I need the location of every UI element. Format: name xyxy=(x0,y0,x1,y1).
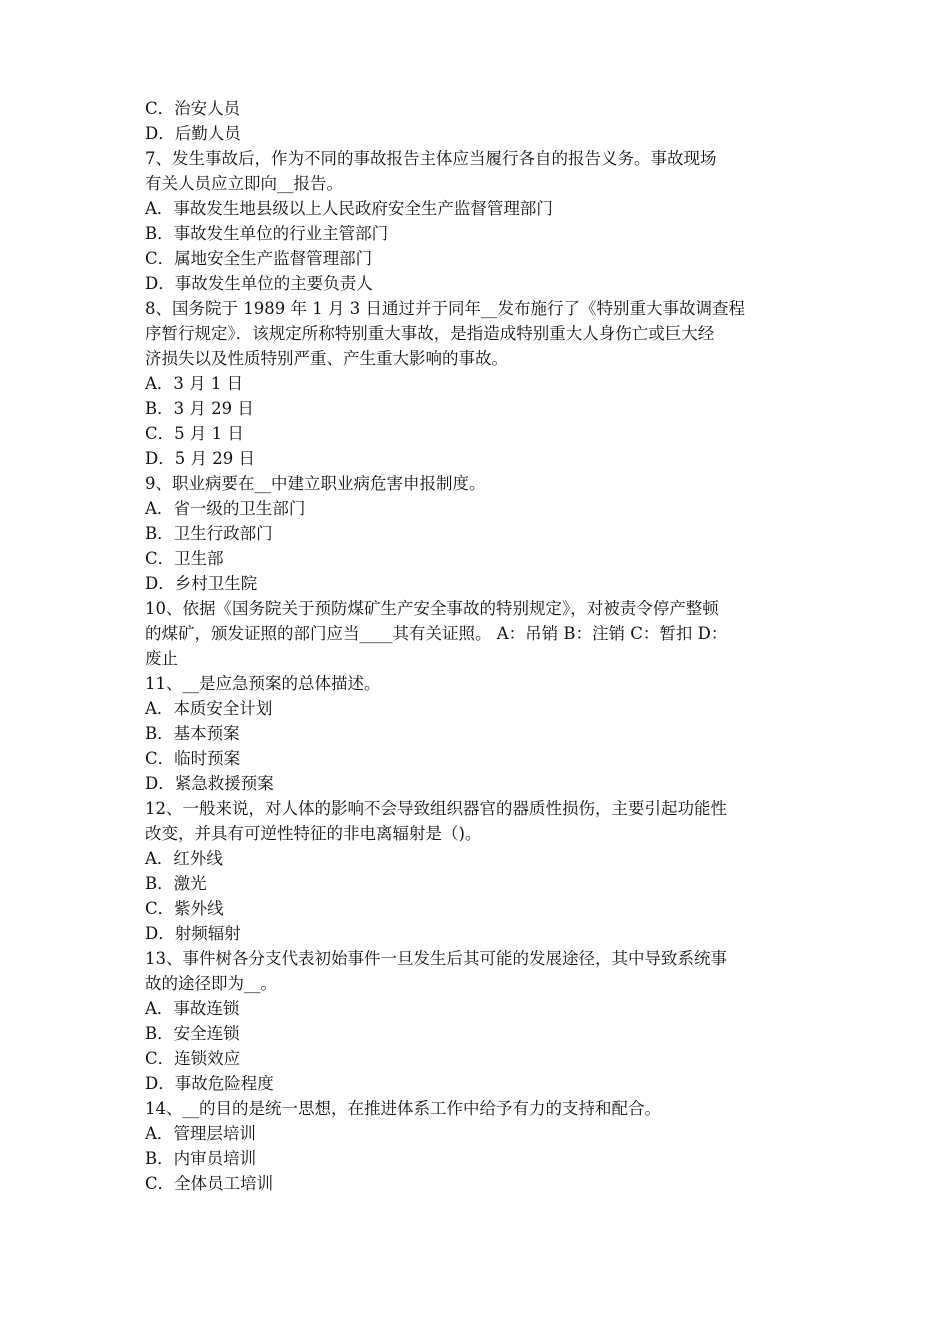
question-7-line-2: 有关人员应立即向__报告。 xyxy=(145,174,343,193)
question-7-line-1: 7、发生事故后，作为不同的事故报告主体应当履行各自的报告义务。事故现场 xyxy=(145,149,717,168)
question-12-line-1: 12、一般来说，对人体的影响不会导致组织器官的器质性损伤，主要引起功能性 xyxy=(145,799,727,818)
option-line: D．事故发生单位的主要负责人 xyxy=(145,274,373,293)
option-line: C．全体员工培训 xyxy=(145,1174,274,1193)
text-line: D．后勤人员 xyxy=(145,124,241,143)
question-9-line-1: 9、职业病要在__中建立职业病危害申报制度。 xyxy=(145,474,486,493)
question-10-line-2: 的煤矿，颁发证照的部门应当____其有关证照。 A：吊销 B：注销 C：暂扣 D： xyxy=(145,624,728,643)
option-line: D．5 月 29 日 xyxy=(145,449,255,468)
option-line: D．乡村卫生院 xyxy=(145,574,258,593)
option-line: C．临时预案 xyxy=(145,749,241,768)
question-10-line-3: 废止 xyxy=(145,649,178,668)
option-line: A．3 月 1 日 xyxy=(145,374,244,393)
question-8-line-1: 8、国务院于 1989 年 1 月 3 日通过并于同年__发布施行了《特别重大事故调查程 xyxy=(145,299,745,318)
question-13-line-2: 故的途径即为__。 xyxy=(145,974,277,993)
option-line: B．3 月 29 日 xyxy=(145,399,254,418)
option-line: A．管理层培训 xyxy=(145,1124,256,1143)
question-14-line-1: 14、__的目的是统一思想，在推进体系工作中给予有力的支持和配合。 xyxy=(145,1099,661,1118)
question-13-line-1: 13、事件树各分支代表初始事件一旦发生后其可能的发展途径，其中导致系统事 xyxy=(145,949,727,968)
option-line: D．事故危险程度 xyxy=(145,1074,274,1093)
question-12-line-2: 改变，并具有可逆性特征的非电离辐射是（)。 xyxy=(145,824,482,843)
option-line: B．卫生行政部门 xyxy=(145,524,273,543)
question-8-line-3: 济损失以及性质特别严重、产生重大影响的事故。 xyxy=(145,349,508,368)
option-line: C．5 月 1 日 xyxy=(145,424,244,443)
question-8-line-2: 序暂行规定》．该规定所称特别重大事故，是指造成特别重大人身伤亡或巨大经 xyxy=(145,324,715,343)
option-line: B．基本预案 xyxy=(145,724,240,743)
document-page xyxy=(145,96,813,1196)
option-line: B．内审员培训 xyxy=(145,1149,257,1168)
option-line: D．射频辐射 xyxy=(145,924,241,943)
option-line: A．本质安全计划 xyxy=(145,699,273,718)
option-line: C．卫生部 xyxy=(145,549,224,568)
option-line: C．连锁效应 xyxy=(145,1049,241,1068)
option-line: A．事故发生地县级以上人民政府安全生产监督管理部门 xyxy=(145,199,553,218)
option-line: B．安全连锁 xyxy=(145,1024,240,1043)
option-line: A．红外线 xyxy=(145,849,223,868)
question-10-line-1: 10、依据《国务院关于预防煤矿生产安全事故的特别规定》，对被责令停产整顿 xyxy=(145,599,719,618)
question-11-line-1: 11、__是应急预案的总体描述。 xyxy=(145,674,381,693)
option-line: A．省一级的卫生部门 xyxy=(145,499,306,518)
option-line: B．事故发生单位的行业主管部门 xyxy=(145,224,389,243)
text-line: C．治安人员 xyxy=(145,99,241,118)
option-line: D．紧急救援预案 xyxy=(145,774,274,793)
option-line: A．事故连锁 xyxy=(145,999,240,1018)
option-line: C．紫外线 xyxy=(145,899,224,918)
option-line: B．激光 xyxy=(145,874,207,893)
option-line: C．属地安全生产监督管理部门 xyxy=(145,249,373,268)
